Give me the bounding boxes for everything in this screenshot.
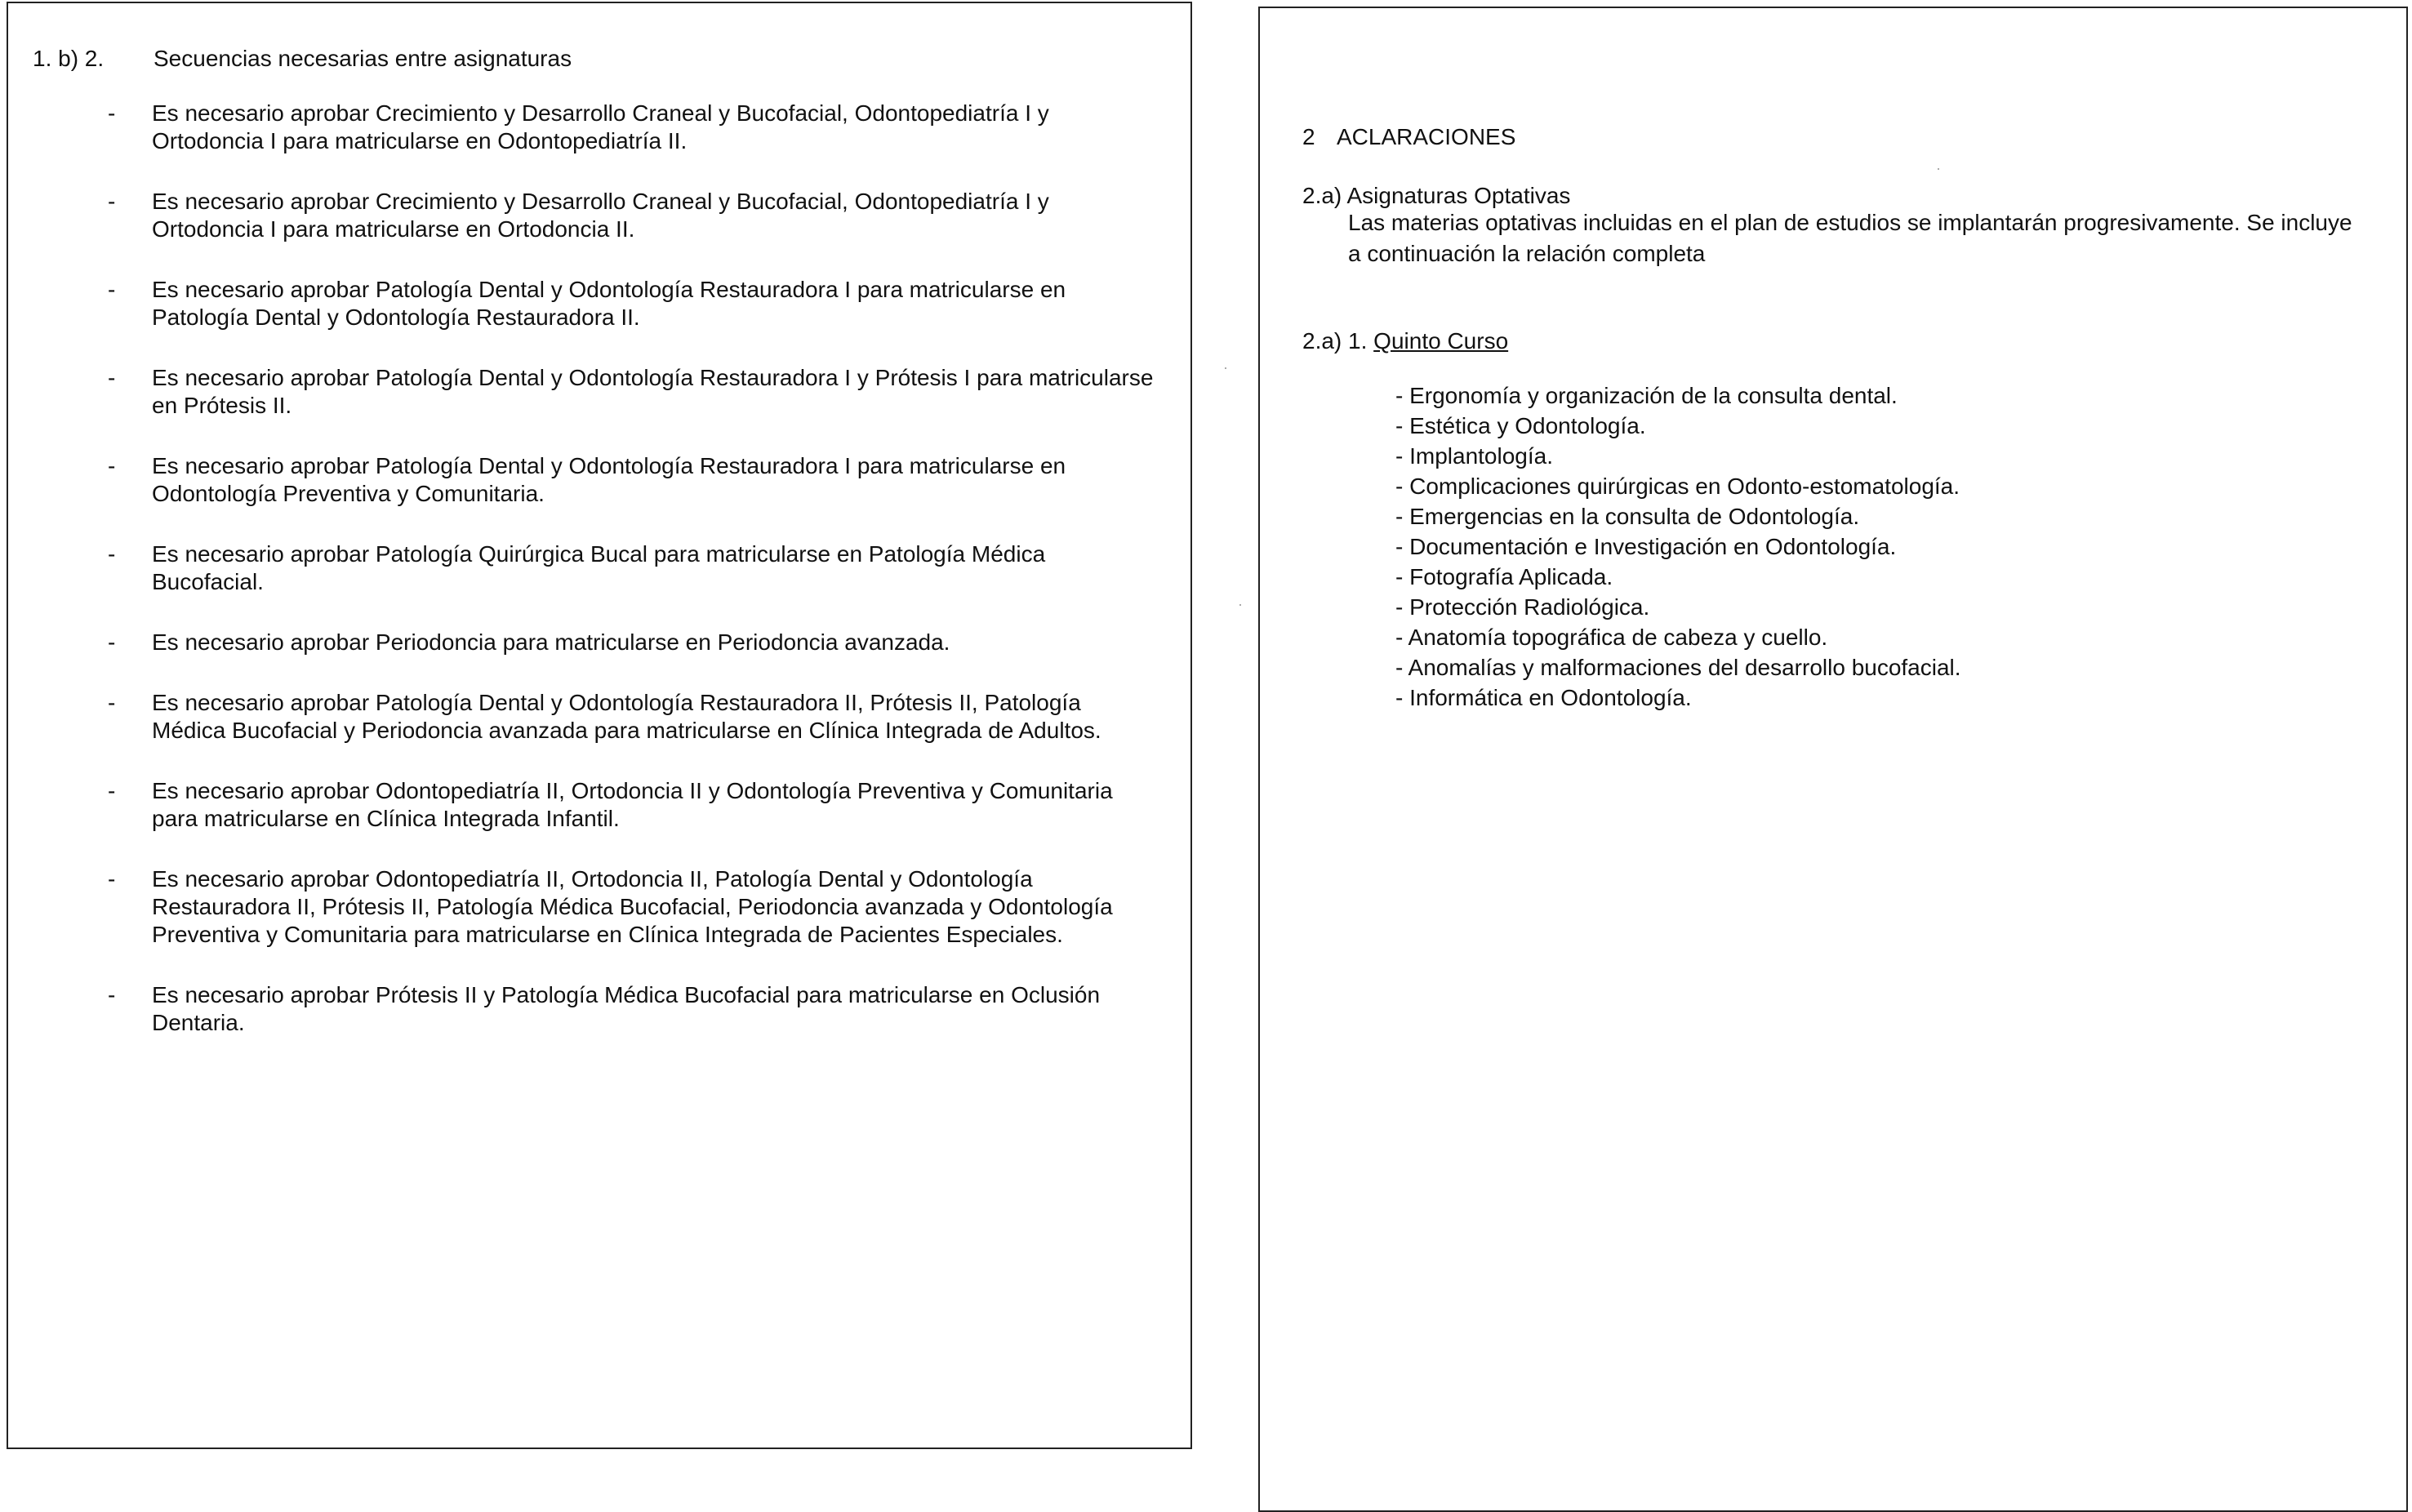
course-heading xyxy=(1302,327,1508,356)
section-title: Secuencias necesarias entre asignaturas xyxy=(154,46,572,71)
list-item xyxy=(8,188,1156,243)
optatives-list xyxy=(1395,380,1961,713)
bullet-dash: - xyxy=(108,629,116,655)
list-item xyxy=(8,364,1156,420)
subsection-heading: 2.a) Asignaturas Optativas xyxy=(1302,183,1571,208)
list-item-text: Es necesario aprobar Patología Dental y Odontología Restauradora I para matricularse en Odontología Preventiva y Comunitaria. xyxy=(152,453,1066,506)
bullet-dash: - xyxy=(108,453,116,478)
bullet-dash: - xyxy=(108,365,116,390)
list-item-text: Es necesario aprobar Patología Quirúrgica Bucal para matricularse en Patología Médica Bucofacial. xyxy=(152,541,1046,594)
heading-number: 2 xyxy=(1302,124,1315,149)
bullet-dash: - xyxy=(108,189,116,214)
list-item: - Anomalías y malformaciones del desarrollo bucofacial. xyxy=(1395,655,1961,680)
list-item: - Implantología. xyxy=(1395,443,1553,469)
scan-speck xyxy=(1225,367,1226,369)
course-label: Quinto Curso xyxy=(1373,328,1509,354)
list-item: - Fotografía Aplicada. xyxy=(1395,564,1613,589)
left-page xyxy=(7,2,1192,1449)
list-item xyxy=(8,777,1156,833)
bullet-dash: - xyxy=(108,866,116,892)
list-item: - Anatomía topográfica de cabeza y cuello. xyxy=(1395,625,1828,650)
list-item: - Informática en Odontología. xyxy=(1395,685,1692,710)
heading-title: ACLARACIONES xyxy=(1337,124,1516,149)
list-item xyxy=(8,629,1156,656)
list-item-text: Es necesario aprobar Patología Dental y Odontología Restauradora II, Prótesis II, Patología Médica Bucofacial y Periodoncia avanzada para matricularse en Clínica Integrada de Adultos. xyxy=(152,690,1101,743)
scan-speck xyxy=(1239,604,1241,606)
course-number: 2.a) 1. xyxy=(1302,328,1368,354)
list-item-text: Es necesario aprobar Crecimiento y Desarrollo Craneal y Bucofacial, Odontopediatría I y Ortodoncia I para matricularse en Ortodoncia II. xyxy=(152,189,1049,242)
section-heading xyxy=(33,44,572,73)
bullet-dash: - xyxy=(108,100,116,126)
list-item-text: Es necesario aprobar Periodoncia para matricularse en Periodoncia avanzada. xyxy=(152,629,950,655)
list-item xyxy=(8,689,1156,745)
bullet-dash: - xyxy=(108,541,116,567)
list-item: - Emergencias en la consulta de Odontología. xyxy=(1395,504,1860,529)
list-item-text: Es necesario aprobar Crecimiento y Desarrollo Craneal y Bucofacial, Odontopediatría I y Ortodoncia I para matricularse en Odontopediatría II. xyxy=(152,100,1049,153)
aclaraciones-heading xyxy=(1302,122,1515,152)
section-number: 1. b) 2. xyxy=(33,46,105,71)
bullet-dash: - xyxy=(108,690,116,715)
list-item xyxy=(8,540,1156,596)
list-item xyxy=(8,865,1156,949)
list-item: - Complicaciones quirúrgicas en Odonto-estomatología. xyxy=(1395,474,1960,499)
list-item xyxy=(8,452,1156,508)
list-item-text: Es necesario aprobar Patología Dental y Odontología Restauradora I y Prótesis I para matricularse en Prótesis II. xyxy=(152,365,1154,418)
bullet-dash: - xyxy=(108,277,116,302)
list-item-text: Es necesario aprobar Prótesis II y Patología Médica Bucofacial para matricularse en Oclusión Dentaria. xyxy=(152,982,1101,1035)
list-item: - Protección Radiológica. xyxy=(1395,594,1650,620)
list-item-text: Es necesario aprobar Odontopediatría II, Ortodoncia II y Odontología Preventiva y Comunitaria para matricularse en Clínica Integrada Infantil. xyxy=(152,778,1113,831)
right-page xyxy=(1258,7,2408,1512)
bullet-dash: - xyxy=(108,778,116,803)
bullet-dash: - xyxy=(108,982,116,1007)
list-item: - Estética y Odontología. xyxy=(1395,413,1646,438)
list-item: - Ergonomía y organización de la consulta dental. xyxy=(1395,383,1898,408)
list-item-text: Es necesario aprobar Patología Dental y Odontología Restauradora I para matricularse en Patología Dental y Odontología Restauradora II. xyxy=(152,277,1066,330)
sequence-list xyxy=(8,100,1184,1070)
list-item-text: Es necesario aprobar Odontopediatría II, Ortodoncia II, Patología Dental y Odontología Restauradora II, Prótesis II, Patología Médica Bucofacial, Periodoncia avanzada y Odontología Preventiva y Comunitaria para matricularse en Clínica Integrada de Pacientes Especiales. xyxy=(152,866,1113,947)
subsection-paragraph: Las materias optativas incluidas en el plan de estudios se implantarán progresivamente. Se incluye a continuación la relación completa xyxy=(1348,210,2352,266)
list-item xyxy=(8,100,1156,155)
list-item xyxy=(8,276,1156,331)
list-item: - Documentación e Investigación en Odontología. xyxy=(1395,534,1897,559)
scan-speck xyxy=(1938,168,1939,170)
list-item xyxy=(8,981,1156,1037)
